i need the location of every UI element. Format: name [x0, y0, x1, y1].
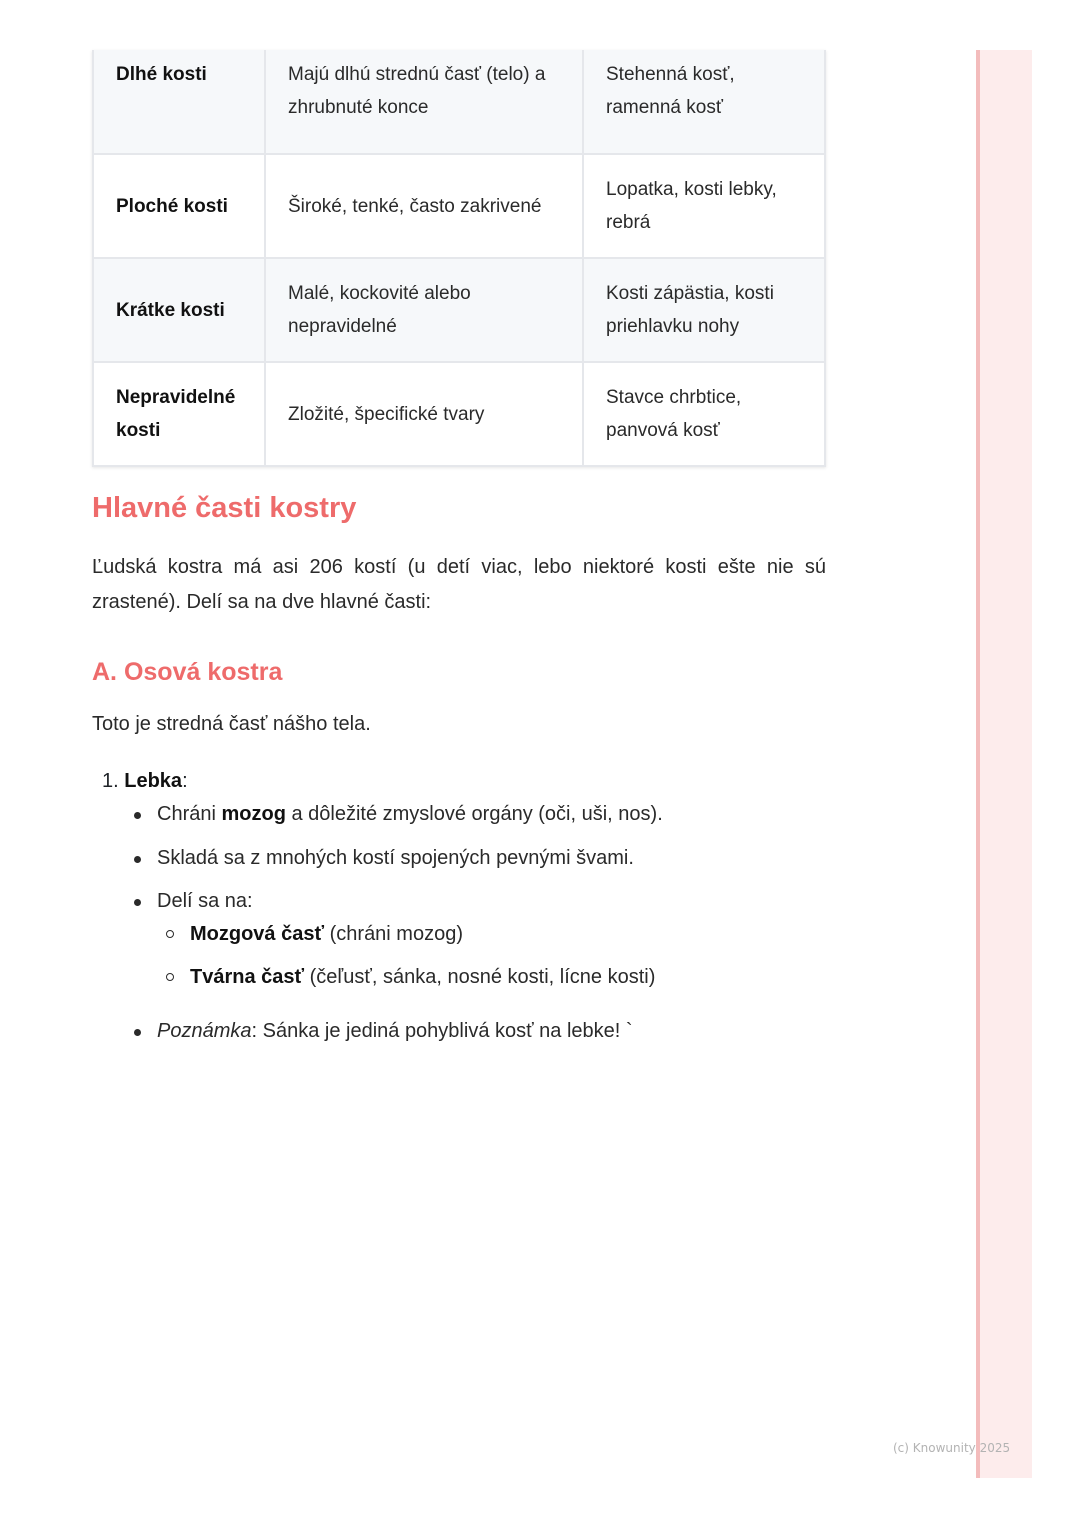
bullet-text: Delí sa na: [157, 890, 253, 912]
table-cell-description: Zložité, špecifické tvary [265, 362, 583, 466]
table-cell-type: Krátke kosti [93, 258, 265, 362]
table-cell-description: Široké, tenké, často zakrivené [265, 154, 583, 258]
bone-types-table [92, 50, 826, 467]
table-cell-description: Majú dlhú strednú časť (telo) a zhrubnuté konce [265, 50, 583, 154]
table-cell-example: Stehenná kosť, ramenná kosť [583, 50, 825, 154]
table-row [93, 362, 825, 466]
table-cell-type: Nepravidelné kosti [93, 362, 265, 466]
bullet-text: : Sánka je jediná pohyblivá kosť na lebke! ` [251, 1020, 633, 1042]
table-row [93, 50, 825, 154]
bullet-icon [134, 899, 141, 906]
bullet-italic-text: Poznámka [157, 1020, 252, 1042]
table-row [93, 258, 825, 362]
copyright-footer: (c) Knowunity 2025 [893, 1441, 1011, 1455]
bullet-icon [134, 856, 141, 863]
circle-bullet-icon [166, 973, 174, 981]
sub-bullet-text: (chráni mozog) [324, 923, 463, 945]
margin-sidebar [976, 50, 1032, 1478]
table-row [93, 154, 825, 258]
bullet-icon [134, 812, 141, 819]
list-number: 1. [102, 770, 119, 792]
bullet-text: Chráni [157, 803, 222, 825]
sub-bullet-text: (čeľusť, sánka, nosné kosti, lícne kosti) [304, 966, 656, 988]
table-cell-type: Dlhé kosti [93, 50, 265, 154]
subsection-heading: A. Osová kostra [92, 658, 283, 686]
subsection-paragraph: Toto je stredná časť nášho tela. [92, 713, 371, 735]
margin-sidebar-line [976, 50, 980, 1478]
list-item-colon: : [182, 770, 188, 792]
table-cell-type: Ploché kosti [93, 154, 265, 258]
bullet-text: a dôležité zmyslové orgány (oči, uši, nos). [285, 803, 663, 825]
list-item-title: Lebka [124, 770, 183, 792]
table-cell-example: Stavce chrbtice, panvová kosť [583, 362, 825, 466]
bullet-icon [134, 1029, 141, 1036]
bullet-text: Skladá sa z mnohých kostí spojených pevnými švami. [157, 847, 634, 869]
sub-bullet-bold-text: Mozgová časť [190, 923, 325, 945]
section-heading: Hlavné časti kostry [92, 492, 357, 524]
table-cell-example: Kosti zápästia, kosti priehlavku nohy [583, 258, 825, 362]
ordered-list-item [102, 770, 188, 793]
table-cell-example: Lopatka, kosti lebky, rebrá [583, 154, 825, 258]
sub-bullet-bold-text: Tvárna časť [190, 966, 305, 988]
table-cell-description: Malé, kockovité alebo nepravidelné [265, 258, 583, 362]
circle-bullet-icon [166, 930, 174, 938]
section-intro: Ľudská kostra má asi 206 kostí (u detí viac, lebo niektoré kosti ešte nie sú zrastené). Delí sa na dve hlavné časti: [92, 556, 826, 613]
bullet-bold-text: mozog [221, 803, 286, 825]
